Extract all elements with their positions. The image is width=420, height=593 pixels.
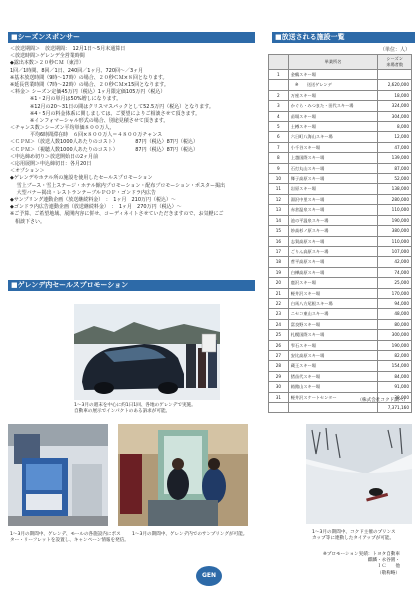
table-row xyxy=(269,153,412,163)
venue-visitor-count: 52,000 xyxy=(378,174,412,184)
venue-name: 志賀高原スキー場 xyxy=(288,236,378,246)
table-row xyxy=(269,236,412,246)
venue-name: 小千谷スキー場 xyxy=(288,142,378,152)
table-row xyxy=(269,142,412,152)
venue-number: 30 xyxy=(269,382,289,392)
venue-number: 10 xyxy=(269,174,289,184)
venue-name: ※ 送送ゲレンデ xyxy=(288,80,378,90)
venue-visitor-count: 300,000 xyxy=(378,330,412,340)
venue-visitor-count: 8,000 xyxy=(378,122,412,132)
venue-number: 7 xyxy=(269,142,289,152)
venue-number: 24 xyxy=(269,319,289,329)
venue-visitor-count: 110,000 xyxy=(378,205,412,215)
sponsor-line: 大型バナー掲出・レストランテーブルＰＯＰ・ゴンドラ内広告 xyxy=(10,189,156,196)
venue-visitor-count: 304,000 xyxy=(378,111,412,121)
sponsor-line: ◆ゴンドラ内広告連動企画（放送継続料金） ： 1ヶ月 270万円（税込）～ xyxy=(10,204,182,211)
venue-name: 蔵王スキー場 xyxy=(288,361,378,371)
venue-number: 29 xyxy=(269,371,289,381)
sponsor-line: ※延長営業時間（7時〜22時）の場合、２０秒ＣＭ×15回となります。 xyxy=(10,81,169,88)
venue-visitor-count: 48,000 xyxy=(378,309,412,319)
snowboard-caption: 1〜3月の期間中、コクド主催のプリンス カップ等に連動したタイアップが可能。 xyxy=(312,530,396,542)
venue-name: 湯沢中里スキー場 xyxy=(288,194,378,204)
venue-number: 12 xyxy=(269,194,289,204)
sampling-caption: 1〜3月の期間中、ゲレンデ内でのサンプリングが可能。 xyxy=(132,532,248,537)
venue-visitor-count: 91,000 xyxy=(378,382,412,392)
table-header-name: 単業所名 xyxy=(288,55,378,70)
venue-visitor-count: 47,000 xyxy=(378,142,412,152)
table-header-num xyxy=(269,55,289,70)
venue-visitor-count: 87,000 xyxy=(378,163,412,173)
venue-visitor-count: 170,000 xyxy=(378,288,412,298)
venue-name: 札幌国際スキー場 xyxy=(288,330,378,340)
venue-visitor-count: 107,000 xyxy=(378,246,412,256)
sponsor-line: ※1・2月の単月は50%増しになります。 xyxy=(10,96,122,103)
sponsor-line: ＜ＣＰＭ＞（視聴人数1000人あたりのコスト） 87円（税込）87円（税込） xyxy=(10,146,198,153)
table-row xyxy=(269,194,412,204)
venue-visitor-count: 2,620,000 xyxy=(378,80,412,90)
venue-name: 軽井沢スケートセンター xyxy=(288,392,378,402)
venue-visitor-count: 25,000 xyxy=(378,278,412,288)
venue-number: 20 xyxy=(269,278,289,288)
table-row xyxy=(269,80,412,90)
venue-visitor-count: 380,000 xyxy=(378,226,412,236)
venue-name: 金鶴スキー場 xyxy=(288,70,378,80)
company-logo xyxy=(196,566,222,586)
table-row xyxy=(269,111,412,121)
venue-name: 鹿沢スキー場 xyxy=(288,278,378,288)
poster-stand-caption: 1〜3月の期間中、ゲレンデ、モールの各施設内にポス ター・リーフレットを設置し、キャンペーン情報を発信。 xyxy=(10,532,129,544)
venue-name: 富良野スキー場 xyxy=(288,319,378,329)
sponsor-line: ※12月の20～31日の間はクリスマスパックとして52.5万円（税込）となります。 xyxy=(10,103,214,110)
venue-number: 11 xyxy=(269,184,289,194)
venue-name: 土樽スキー場 xyxy=(288,122,378,132)
venue-number: 4 xyxy=(269,111,289,121)
venue-name: 安比高原スキー場 xyxy=(288,350,378,360)
venue-name: 菅平高原スキー場 xyxy=(288,257,378,267)
venue-visitor-count: 94,000 xyxy=(378,298,412,308)
table-row xyxy=(269,70,412,80)
venue-number: 25 xyxy=(269,330,289,340)
promotion-credit-line2: 麒麟・永谷園・ xyxy=(367,558,400,564)
total-value: 7,371,160 xyxy=(378,403,412,413)
venue-visitor-count: 80,000 xyxy=(378,319,412,329)
sponsor-section-title xyxy=(8,32,255,43)
sampling-photo xyxy=(118,424,248,526)
venues-table xyxy=(268,54,412,413)
venue-name: 苗場スキー場 xyxy=(288,111,378,121)
sponsor-line: ◆ゲレンデやホテル所の施設を使用したセールスプロモーション xyxy=(10,175,153,182)
venue-visitor-count: 154,000 xyxy=(378,361,412,371)
sponsor-line: ＜チャンス数＞シーズン平均単価８００万人、 xyxy=(10,125,115,132)
sponsor-line: ＜申込締め切り＞放送開始日の2ヶ月前 xyxy=(10,153,99,160)
venue-visitor-count: 190,000 xyxy=(378,215,412,225)
venue-name: 箱館山スキー場 xyxy=(288,382,378,392)
sponsor-line: 雪上ブース・雪上ステージ・ホテル館内プロモーション・配布プロモーション・ポスター掲出 xyxy=(10,182,225,189)
sponsor-line: ＜応用展開＞申込締切日：各月20日 xyxy=(10,161,92,167)
snowboard-drawing xyxy=(306,424,412,524)
venue-name: 妙高杉ノ原スキー場 xyxy=(288,226,378,236)
table-row xyxy=(269,215,412,225)
table-row xyxy=(269,371,412,381)
table-row xyxy=(269,382,412,392)
venue-visitor-count: 39,000 xyxy=(378,392,412,402)
table-row xyxy=(269,267,412,277)
unit-label: （単位：人） xyxy=(380,47,411,53)
snowboard-photo xyxy=(306,424,412,524)
venue-number: 2 xyxy=(269,90,289,100)
table-row xyxy=(269,132,412,142)
sponsor-line: 平均6時間滞在時 ６回×８００万人＝４８００万チャンス xyxy=(10,132,163,139)
venue-number: 9 xyxy=(269,163,289,173)
sponsor-line: ※ご予算、ご希望地域、展開内容に併せ、コーディネイトさせていただきますので、お気軽にご xyxy=(10,211,224,218)
sponsor-body-text xyxy=(10,46,260,226)
venue-number: 17 xyxy=(269,246,289,256)
sponsor-line: 1回／1時間、8回／1日、240回／1ヶ月、720回〜／3ヶ月 xyxy=(10,67,144,74)
venue-visitor-count: 280,000 xyxy=(378,194,412,204)
car-photo-caption: 1〜3月の週末を中心に約1日1回、各地のゲレンデで実施。 自動車の展示でインパクトのある訴求が可能。 xyxy=(74,403,196,415)
sponsor-section-title-text: ■シーズンスポンサー xyxy=(11,33,81,41)
venue-number: 16 xyxy=(269,236,289,246)
table-row xyxy=(269,288,412,298)
sponsor-line: ＜ＣＰＭ＞（放送人数1000人あたりのコスト） 87円（税込）87円（税込） xyxy=(10,139,198,146)
table-row xyxy=(269,361,412,371)
venue-number: 22 xyxy=(269,298,289,308)
promo-section-title xyxy=(8,280,255,291)
table-row xyxy=(269,319,412,329)
venue-visitor-count xyxy=(378,70,412,80)
venue-name: 石打丸山スキー場 xyxy=(288,163,378,173)
venue-number: 27 xyxy=(269,350,289,360)
promo-section-title-text: ■ゲレンデ内セールスプロモーション xyxy=(11,281,129,289)
table-row xyxy=(269,90,412,100)
venue-visitor-count: 84,000 xyxy=(378,371,412,381)
venue-number: 19 xyxy=(269,267,289,277)
sampling-drawing xyxy=(118,424,248,526)
sponsor-line: ※基本放送時間（9時〜17時）の場合、２０秒ＣＭ×８回となります。 xyxy=(10,74,168,81)
venue-number: 6 xyxy=(269,132,289,142)
venue-name: 六日町八海山スキー場 xyxy=(288,132,378,142)
table-row xyxy=(269,257,412,267)
table-row xyxy=(269,309,412,319)
venue-name: ごりん高原スキー場 xyxy=(288,246,378,256)
venues-section-title-text: ■放送される施設一覧 xyxy=(275,33,345,41)
promotion-credit-line4: （敬称略） xyxy=(377,570,400,576)
venue-visitor-count: 138,000 xyxy=(378,184,412,194)
table-header-row xyxy=(269,55,412,70)
venue-name: 白馬八方尾根スキー場 xyxy=(288,298,378,308)
venue-name: 舞子高原スキー場 xyxy=(288,174,378,184)
venue-name: 雫石スキー場 xyxy=(288,340,378,350)
venue-number: 1 xyxy=(269,70,289,80)
venue-number: 13 xyxy=(269,205,289,215)
table-row xyxy=(269,330,412,340)
table-row xyxy=(269,184,412,194)
venue-name: 猪苗代スキー場 xyxy=(288,371,378,381)
venue-name: かぐら・みつまた・田代スキー場 xyxy=(288,101,378,111)
venue-name: 池の平温泉スキー場 xyxy=(288,215,378,225)
survey-credit: （株式会社コクド調べ） xyxy=(357,398,408,403)
venue-number: 8 xyxy=(269,153,289,163)
venue-visitor-count: 190,000 xyxy=(378,340,412,350)
venue-visitor-count: 12,000 xyxy=(378,132,412,142)
venue-name: 軽井沢スキー場 xyxy=(288,288,378,298)
promotion-credit xyxy=(300,552,400,577)
sponsor-line: ＜放送時間＞ゲレンデ全営業時間 xyxy=(10,53,85,60)
sponsor-line: ◆露出本数＞２０秒ＣＭ（東洋） xyxy=(10,60,84,67)
poster-stand-drawing xyxy=(8,424,108,526)
promotion-credit-line3: ＩＣ 他 xyxy=(377,564,400,570)
table-row xyxy=(269,246,412,256)
table-row xyxy=(269,122,412,132)
venue-name: 岩原スキー場 xyxy=(288,184,378,194)
sponsor-line: ※インフォマーシャル形式の場合、別途見積させて頂きます。 xyxy=(10,117,169,124)
table-row xyxy=(269,340,412,350)
table-row xyxy=(269,205,412,215)
venue-visitor-count: 110,000 xyxy=(378,236,412,246)
company-logo-text: GEN xyxy=(201,572,217,579)
sponsor-line: ◆サンプリング連動企画（放送継続料金） ： 1ヶ月 210万円（税込）～ xyxy=(10,196,177,203)
table-row xyxy=(269,226,412,236)
venue-name: 上越国際スキー場 xyxy=(288,153,378,163)
venue-number: 18 xyxy=(269,257,289,267)
sponsor-line: ＜料金＞ シーズン定価45万円（税込）1ヶ月限定価105万円（税込） xyxy=(10,89,166,96)
poster-stand-photo xyxy=(8,424,108,526)
venue-number: 21 xyxy=(269,288,289,298)
venue-visitor-count: 324,000 xyxy=(378,101,412,111)
venue-visitor-count: 82,000 xyxy=(378,350,412,360)
venue-number: 14 xyxy=(269,215,289,225)
table-row xyxy=(269,298,412,308)
venue-number: 26 xyxy=(269,340,289,350)
venue-name: 万座スキー場 xyxy=(288,90,378,100)
venues-section-title xyxy=(272,32,415,43)
venue-number: 31 xyxy=(269,392,289,402)
car-photo-drawing xyxy=(74,304,220,400)
venue-visitor-count: 74,000 xyxy=(378,267,412,277)
table-row xyxy=(269,101,412,111)
venue-number: 5 xyxy=(269,122,289,132)
table-row xyxy=(269,278,412,288)
venue-name: 白樺高原スキー場 xyxy=(288,267,378,277)
venue-name: 赤倉温泉スキー場 xyxy=(288,205,378,215)
table-header-count: シーズン 来場者数 xyxy=(378,55,412,70)
venue-number: 15 xyxy=(269,226,289,236)
table-row xyxy=(269,174,412,184)
table-row xyxy=(269,350,412,360)
sponsor-line: ＜オプション＞ xyxy=(10,168,45,175)
sponsor-line: ＜放送期間＞ 放送期間： 12月1日～5月末通算日 xyxy=(10,46,126,52)
venue-number: 23 xyxy=(269,309,289,319)
venue-visitor-count: 139,000 xyxy=(378,153,412,163)
car-promotion-photo xyxy=(74,304,220,400)
promotion-credit-line1: ※プロモーション実績：トヨタ自動車 xyxy=(323,552,400,557)
venue-number xyxy=(269,80,289,90)
venue-visitor-count: 18,000 xyxy=(378,90,412,100)
sponsor-line: ※4・5月の料金体系に関しましては、ご要望によりご相談させて頂きます。 xyxy=(10,110,201,117)
venue-visitor-count: 42,000 xyxy=(378,257,412,267)
venue-number: 28 xyxy=(269,361,289,371)
sponsor-line: 相談下さい。 xyxy=(10,218,46,225)
venue-number: 3 xyxy=(269,101,289,111)
venue-name: ニセコ東山スキー場 xyxy=(288,309,378,319)
table-row xyxy=(269,163,412,173)
